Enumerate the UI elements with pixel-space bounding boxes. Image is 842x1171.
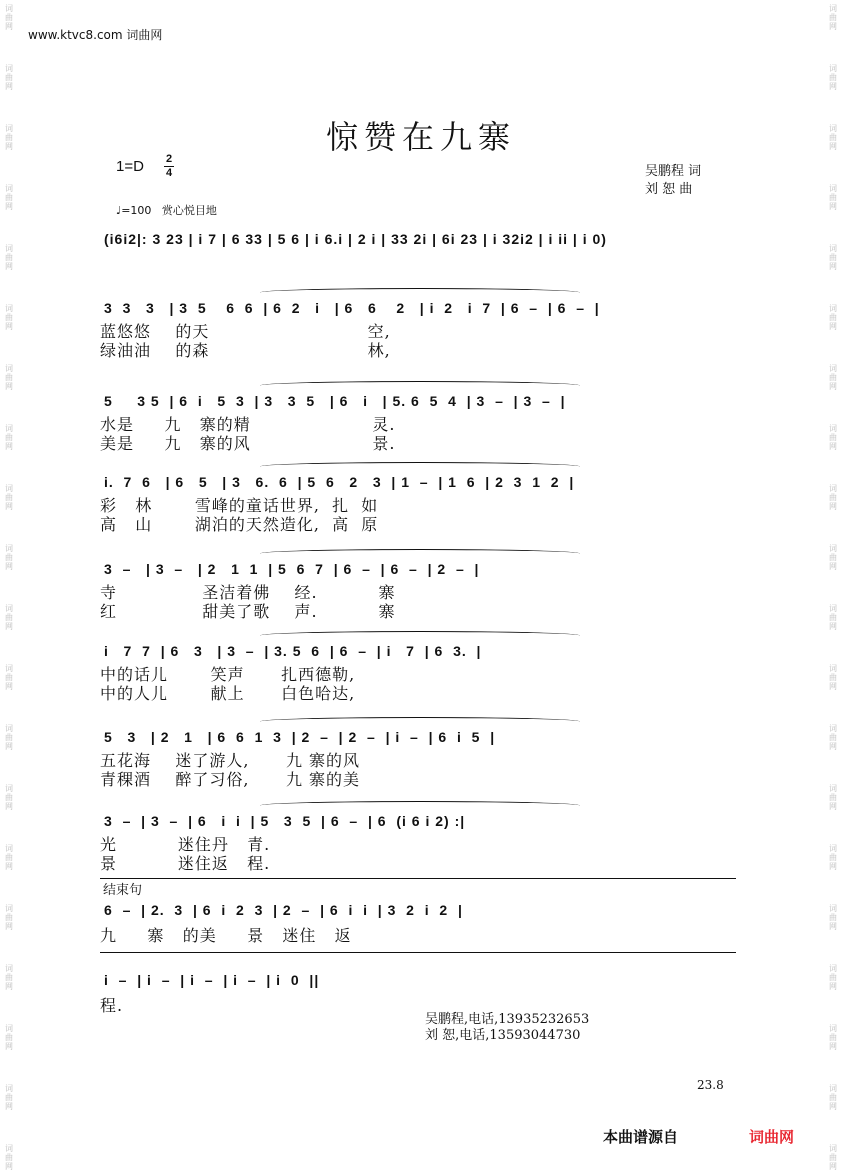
- notation-row: 3 3 3 | 3 5 6 6 | 6 2 i | 6 6 2 | i 2 i 7 | 6 – | 6 – |: [104, 300, 600, 316]
- footer-source: 本曲谱源自: [603, 1128, 679, 1146]
- ending-lyric-line: 九 寨 的美 景 迷住 返: [100, 926, 352, 945]
- notation-row: 5 3 | 2 1 | 6 6 1 3 | 2 – | 2 – | i – | 6 i 5 |: [104, 729, 496, 745]
- watermark-text: 词曲网: [829, 244, 837, 271]
- ending-lyric-line: 程.: [100, 996, 124, 1015]
- contact-line: 吴鹏程,电话,13935232653: [425, 1012, 590, 1027]
- tempo-mark: ♩=100: [116, 204, 152, 217]
- ending-divider-2: [100, 952, 736, 953]
- watermark-text: 词曲网: [5, 1084, 13, 1111]
- watermark-text: 词曲网: [829, 364, 837, 391]
- lyric-line: 五花海 迷了游人, 九 寨的风: [100, 751, 361, 770]
- watermark-text: 词曲网: [829, 4, 837, 31]
- notation-row: i 7 7 | 6 3 | 3 – | 3. 5 6 | 6 – | i 7 | 6 3. |: [104, 643, 482, 659]
- ending-notation-row: 6 – | 2. 3 | 6 i 2 3 | 2 – | 6 i i | 3 2 i 2 |: [104, 902, 463, 918]
- watermark-text: 词曲网: [5, 844, 13, 871]
- watermark-text: 词曲网: [5, 1024, 13, 1051]
- watermark-text: 词曲网: [5, 304, 13, 331]
- lyric-line: 绿油油 的森 林,: [100, 341, 391, 360]
- watermark-text: 词曲网: [829, 64, 837, 91]
- slur-mark: [260, 717, 580, 726]
- time-top: 2: [165, 153, 173, 165]
- slur-mark: [260, 462, 580, 471]
- lyric-line: 彩 林 雪峰的童话世界, 扎 如: [100, 496, 379, 515]
- watermark-text: 词曲网: [829, 784, 837, 811]
- watermark-text: 词曲网: [5, 484, 13, 511]
- time-signature: [164, 154, 174, 179]
- watermark-text: 词曲网: [829, 964, 837, 991]
- notation-row: i. 7 6 | 6 5 | 3 6. 6 | 5 6 2 3 | 1 – | 1 6 | 2 3 1 2 |: [104, 474, 575, 490]
- watermark-text: 词曲网: [829, 1084, 837, 1111]
- lyric-line: 中的人儿 献上 白色哈达,: [100, 684, 356, 703]
- contact-line: 刘 恕,电话,13593044730: [425, 1028, 581, 1043]
- left-watermark-strip: [0, 0, 18, 1171]
- watermark-text: 词曲网: [5, 604, 13, 631]
- song-title: 惊赞在九寨: [325, 118, 516, 156]
- watermark-text: 词曲网: [5, 724, 13, 751]
- watermark-text: 词曲网: [5, 124, 13, 151]
- notation-row: 3 – | 3 – | 6 i i | 5 3 5 | 6 – | 6 (i 6 i 2) :|: [104, 813, 466, 829]
- lyric-line: 美是 九 寨的风 景.: [100, 434, 396, 453]
- site-header[interactable]: www.ktvc8.com 词曲网: [28, 28, 163, 42]
- watermark-text: 词曲网: [829, 304, 837, 331]
- watermark-text: 词曲网: [829, 1144, 837, 1171]
- watermark-text: 词曲网: [5, 4, 13, 31]
- watermark-text: 词曲网: [829, 604, 837, 631]
- notation-row: 3 – | 3 – | 2 1 1 | 5 6 7 | 6 – | 6 – | 2 – |: [104, 561, 480, 577]
- watermark-text: 词曲网: [5, 64, 13, 91]
- watermark-text: 词曲网: [5, 424, 13, 451]
- lyric-line: 高 山 湖泊的天然造化, 高 原: [100, 515, 379, 534]
- footer-brand-link[interactable]: 词曲网: [749, 1128, 795, 1146]
- ending-notation-row: i – | i – | i – | i – | i 0 ||: [104, 972, 320, 988]
- watermark-text: 词曲网: [829, 484, 837, 511]
- ending-label: 结束句: [103, 883, 143, 898]
- slur-mark: [260, 288, 580, 297]
- contact-info: [425, 1012, 589, 1044]
- watermark-text: 词曲网: [5, 1144, 13, 1171]
- watermark-text: 词曲网: [829, 124, 837, 151]
- composer: 刘 恕 曲: [645, 182, 693, 197]
- lyric-line: 景 迷住返 程.: [100, 854, 271, 873]
- lyric-line: 光 迷住丹 青.: [100, 835, 271, 854]
- ending-divider: [100, 878, 736, 879]
- watermark-text: 词曲网: [5, 544, 13, 571]
- slur-mark: [260, 549, 580, 558]
- watermark-text: 词曲网: [829, 904, 837, 931]
- slur-mark: [260, 801, 580, 810]
- lyricist: 吴鹏程 词: [645, 164, 702, 179]
- intro-notes: (i6i2|: 3 23 | i 7 | 6 33 | 5 6 | i 6.i | 2 i | 33 2i | 6i 23 | i 32i2 | i ii | i 0): [104, 231, 607, 247]
- lyric-line: 中的话儿 笑声 扎西德勒,: [100, 665, 356, 684]
- watermark-text: 词曲网: [829, 724, 837, 751]
- slur-mark: [260, 631, 580, 640]
- watermark-text: 词曲网: [829, 844, 837, 871]
- watermark-text: 词曲网: [5, 184, 13, 211]
- watermark-text: 词曲网: [5, 664, 13, 691]
- page-mark: 23.8: [697, 1078, 724, 1092]
- watermark-text: 词曲网: [829, 424, 837, 451]
- watermark-text: 词曲网: [5, 364, 13, 391]
- watermark-text: 词曲网: [5, 784, 13, 811]
- watermark-text: 词曲网: [5, 904, 13, 931]
- key-signature: 1=D: [116, 158, 144, 175]
- lyric-line: 寺 圣洁着佛 经. 寨: [100, 583, 396, 602]
- lyric-line: 蓝悠悠 的天 空,: [100, 322, 391, 341]
- watermark-text: 词曲网: [829, 184, 837, 211]
- slur-mark: [260, 381, 580, 390]
- tempo-marking: [116, 202, 217, 218]
- time-bottom: 4: [165, 167, 173, 179]
- watermark-text: 词曲网: [829, 544, 837, 571]
- expression-mark: 赏心悦目地: [161, 204, 217, 217]
- watermark-text: 词曲网: [829, 1024, 837, 1051]
- notation-row: 5 3 5 | 6 i 5 3 | 3 3 5 | 6 i | 5. 6 5 4 | 3 – | 3 – |: [104, 393, 566, 409]
- lyric-line: 青稞酒 醉了习俗, 九 寨的美: [100, 770, 361, 789]
- lyric-line: 红 甜美了歌 声. 寨: [100, 602, 396, 621]
- watermark-text: 词曲网: [5, 244, 13, 271]
- lyric-line: 水是 九 寨的精 灵.: [100, 415, 396, 434]
- right-watermark-strip: [824, 0, 842, 1171]
- watermark-text: 词曲网: [5, 964, 13, 991]
- watermark-text: 词曲网: [829, 664, 837, 691]
